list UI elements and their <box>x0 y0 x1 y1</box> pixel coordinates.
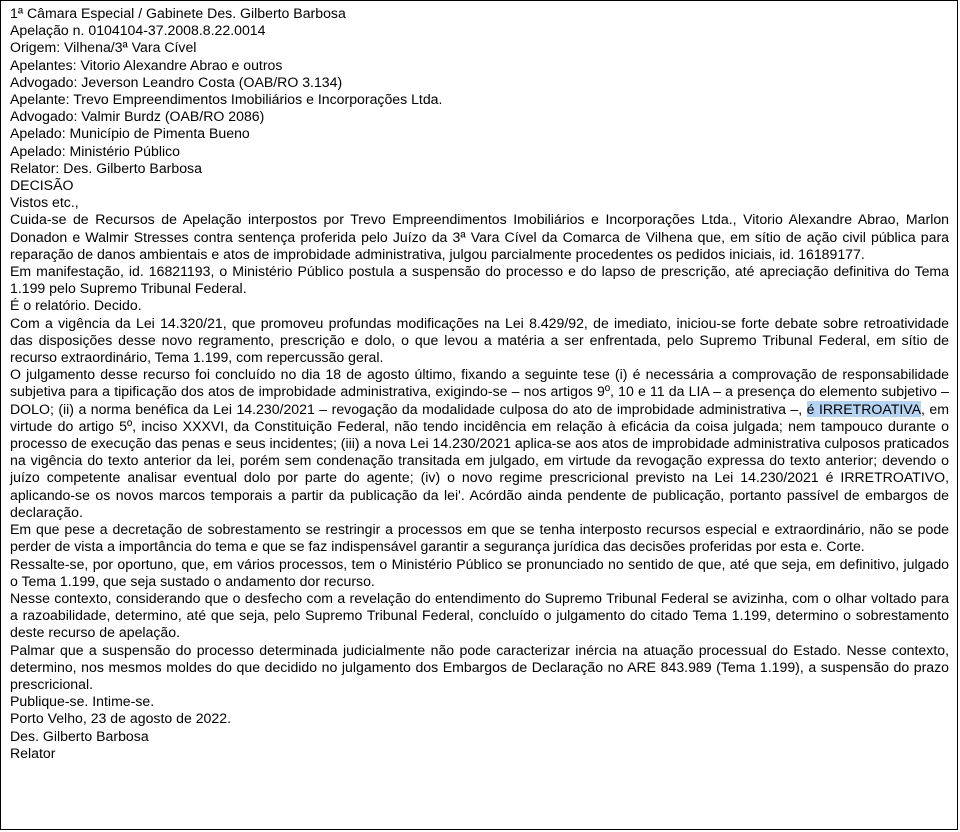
thesis-text-after: , em virtude do artigo 5º, inciso XXXVI, da Constituição Federal, não tendo incidência em relação à eficácia da coisa julgada; nem tampouco durante o processo de execução das penas e seus incidentes; (iii) a nova Lei 14.230/2021 aplica-se aos atos de improbidade administrativa culposos praticados na vigência do texto anterior da lei, porém sem condenação transitada em julgado, em virtude da revogação expressa do texto anterior; devendo o juízo competente analisar eventual dolo por parte do agente; (iv) o novo regime prescricional previsto na Lei 14.230/2021 é IRRETROATIVO, aplicando-se os novos marcos temporais a partir da publicação da lei'. Acórdão ainda pendente de publicação, portanto passível de embargos de declaração. <box>10 400 949 520</box>
paragraph-report: É o relatório. Decido. <box>10 297 142 314</box>
selected-text-highlight[interactable]: é IRRETROATIVA <box>806 400 922 417</box>
appeal-number: Apelação n. 0104104-37.2008.8.22.0014 <box>10 22 266 39</box>
paragraph-determination: Nesse contexto, considerando que o desfecho com a revelação do entendimento do Supremo Tribunal Federal se avizinha, com o olhar voltado para a razoabilidade, determino, até que seja, pelo Supremo Tribunal Federal, concluído o julgamento do citado Tema 1.199, determino o sobrestamento deste recurso de apelação. <box>10 589 949 641</box>
thesis-text-before: O julgamento desse recurso foi concluído no dia 18 de agosto último, fixando a seguinte tese (i) é necessária a comprovação de responsabilidade subjetiva para a tipificação dos atos de improbidade administrativa, exigindo-se – nos artigos 9º, 10 e 11 da LIA – a presença do elemento subjetivo – DOLO; (ii) a norma benéfica da Lei 14.230/2021 – revogação da modalidade culposa do ato de improbidade administrativa –, <box>10 366 949 417</box>
appellant-line-2: Apelante: Trevo Empreendimentos Imobiliários e Incorporações Ltda. <box>10 91 443 108</box>
paragraph-appeals: Cuida-se de Recursos de Apelação interpostos por Trevo Empreendimentos Imobiliários e Incorporações Ltda., Vitorio Alexandre Abrao, Marlon Donadon e Walmir Stresses contra sentença proferida pelo Juízo da 3ª Vara Cível da Comarca de Vilhena que, em sítio de ação civil pública para reparação de danos ambientais e atos de improbidade administrativa, julgou parcialmente procedentes os pedidos iniciais, id. 16189177. <box>10 211 949 262</box>
lawyer-line-2: Advogado: Valmir Burdz (OAB/RO 2086) <box>10 108 265 125</box>
paragraph-stay-scope: Em que pese a decretação de sobrestamento se restringir a processos em que se tenha interposto recursos especial e extraordinário, não se pode perder de vista a importância do tema e que se faz indispensável garantir a segurança jurídica das decisões proferidas por esta e. Corte. <box>10 521 949 555</box>
paragraph-law-change: Com a vigência da Lei 14.320/21, que promoveu profundas modificações na Lei 8.429/92, de imediato, iniciou-se forte debate sobre retroatividade das disposições desse novo regramento, prescrição e dolo, o que levou a matéria a ser enfrentada, pelo Supremo Tribunal Federal, em sítio de recurso extraordinário, Tema 1.199, com repercussão geral. <box>10 314 949 366</box>
paragraph-prescription: Palmar que a suspensão do processo determinada judicialmente não pode caracterizar inércia na atuação processual do Estado. Nesse contexto, determino, nos mesmos moldes do que decidido no julgamento dos Embargos de Declaração no ARE 843.989 (Tema 1.199), a suspensão do prazo prescricional. <box>10 641 949 692</box>
appellee-line-1: Apelado: Município de Pimenta Bueno <box>10 125 250 142</box>
paragraph-manifestation: Em manifestação, id. 16821193, o Ministério Público postula a suspensão do processo e do lapso de prescrição, até apreciação definitiva do Tema 1.199 pelo Supremo Tribunal Federal. <box>10 263 949 297</box>
decision-heading: DECISÃO <box>10 177 74 194</box>
rapporteur-line: Relator: Des. Gilberto Barbosa <box>10 159 202 176</box>
appellee-line-2: Apelado: Ministério Público <box>10 142 180 159</box>
signer-name: Des. Gilberto Barbosa <box>10 727 149 744</box>
chamber-line: 1ª Câmara Especial / Gabinete Des. Gilberto Barbosa <box>10 5 346 21</box>
paragraph-thesis <box>10 366 949 521</box>
signer-role: Relator <box>10 744 56 761</box>
closing-line: Publique-se. Intime-se. <box>10 693 155 710</box>
appellants-line: Apelantes: Vitorio Alexandre Abrao e outros <box>10 56 283 73</box>
paragraph-ministry-position: Ressalte-se, por oportuno, que, em vários processos, tem o Ministério Público se pronunciado no sentido de que, até que seja, em definitivo, julgado o Tema 1.199, que seja sustado o andamento dor recurso. <box>10 555 949 589</box>
origin-line: Origem: Vilhena/3ª Vara Cível <box>10 39 197 56</box>
place-date: Porto Velho, 23 de agosto de 2022. <box>10 710 231 727</box>
opening-line: Vistos etc., <box>10 194 79 211</box>
lawyer-line-1: Advogado: Jeverson Leandro Costa (OAB/RO 3.134) <box>10 73 343 90</box>
